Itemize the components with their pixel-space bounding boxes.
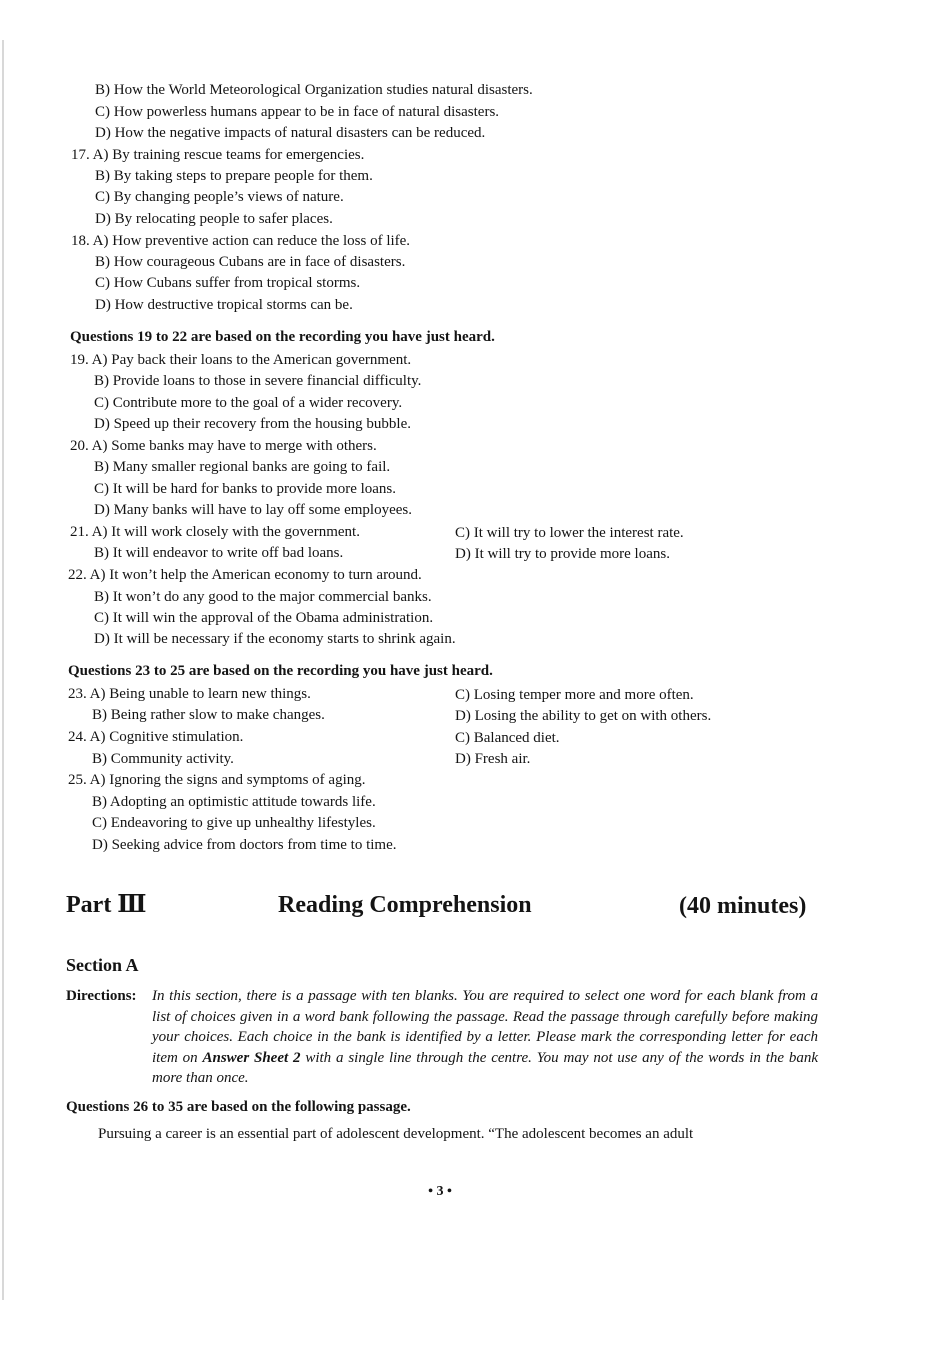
directions-text-part1: In this section, there is a passage with ten blanks. You are required to select one word for each blank from a list of choices given in a word bank following the passage. Read the passage through carefully before making your choices. Each choice in the bank is identified by a letter. Please mark the corresponding letter for each item on [152, 988, 818, 1066]
scan-edge [2, 40, 4, 1300]
section-a-title: Section A [66, 955, 139, 975]
q22-option-d: D) It will be necessary if the economy starts to shrink again. [94, 631, 456, 647]
q20-option-a: 20. A) Some banks may have to merge with others. [70, 438, 377, 454]
q18-option-d: D) How destructive tropical storms can be. [95, 297, 353, 313]
part-title: Reading Comprehension [278, 892, 532, 918]
q24-option-c: C) Balanced diet. [455, 730, 560, 746]
q20-option-b: B) Many smaller regional banks are going to fail. [94, 459, 391, 475]
q22-option-b: B) It won’t do any good to the major commercial banks. [94, 589, 432, 605]
questions-26-35-heading: Questions 26 to 35 are based on the following passage. [66, 1099, 411, 1115]
q23-option-c: C) Losing temper more and more often. [455, 687, 694, 703]
part-label: Part Ⅲ [66, 892, 147, 918]
q18-option-a: 18. A) How preventive action can reduce the loss of life. [71, 233, 411, 249]
q16-option-c: C) How powerless humans appear to be in face of natural disasters. [95, 104, 500, 120]
q25-option-a: 25. A) Ignoring the signs and symptoms of aging. [68, 772, 366, 788]
q17-option-d: D) By relocating people to safer places. [95, 211, 333, 227]
q22-option-c: C) It will win the approval of the Obama administration. [94, 610, 434, 626]
q23-option-d: D) Losing the ability to get on with others. [455, 708, 712, 724]
passage-first-line: Pursuing a career is an essential part of adolescent development. “The adolescent becomes an adult [98, 1126, 694, 1142]
q25-option-c: C) Endeavoring to give up unhealthy lifestyles. [92, 815, 376, 831]
q17-option-c: C) By changing people’s views of nature. [95, 189, 344, 205]
part-time: (40 minutes) [679, 893, 807, 919]
q18-option-b: B) How courageous Cubans are in face of disasters. [95, 254, 406, 270]
q21-option-c: C) It will try to lower the interest rate. [455, 525, 684, 541]
q19-option-c: C) Contribute more to the goal of a wider recovery. [94, 395, 403, 411]
q24-option-b: B) Community activity. [92, 751, 234, 767]
questions-23-25-heading: Questions 23 to 25 are based on the recording you have just heard. [68, 663, 493, 679]
q24-option-d: D) Fresh air. [455, 751, 531, 767]
page-number: • 3 • [428, 1184, 452, 1199]
q19-option-a: 19. A) Pay back their loans to the American government. [70, 352, 412, 368]
q17-option-a: 17. A) By training rescue teams for emergencies. [71, 147, 365, 163]
q21-option-a: 21. A) It will work closely with the government. [70, 524, 360, 540]
q25-option-b: B) Adopting an optimistic attitude towards life. [92, 794, 376, 810]
q20-option-c: C) It will be hard for banks to provide more loans. [94, 481, 397, 497]
q25-option-d: D) Seeking advice from doctors from time to time. [92, 837, 397, 853]
questions-19-22-heading: Questions 19 to 22 are based on the recording you have just heard. [70, 329, 495, 345]
q18-option-c: C) How Cubans suffer from tropical storms. [95, 275, 361, 291]
q16-option-d: D) How the negative impacts of natural disasters can be reduced. [95, 125, 486, 141]
directions-text [152, 986, 818, 1089]
q16-option-b: B) How the World Meteorological Organization studies natural disasters. [95, 82, 533, 98]
answer-sheet-ref: Answer Sheet 2 [202, 1049, 301, 1066]
q19-option-d: D) Speed up their recovery from the housing bubble. [94, 416, 411, 432]
q24-option-a: 24. A) Cognitive stimulation. [68, 729, 244, 745]
q23-option-a: 23. A) Being unable to learn new things. [68, 686, 311, 702]
q20-option-d: D) Many banks will have to lay off some employees. [94, 502, 412, 518]
q21-option-b: B) It will endeavor to write off bad loans. [94, 545, 344, 561]
directions-text-part2: with a single line through the centre. You may not use any of the words in the bank more than once. [152, 1049, 819, 1086]
directions-label: Directions: [66, 988, 137, 1004]
q19-option-b: B) Provide loans to those in severe financial difficulty. [94, 373, 422, 389]
q17-option-b: B) By taking steps to prepare people for them. [95, 168, 373, 184]
q22-option-a: 22. A) It won’t help the American economy to turn around. [68, 567, 422, 583]
q23-option-b: B) Being rather slow to make changes. [92, 707, 325, 723]
q21-option-d: D) It will try to provide more loans. [455, 546, 670, 562]
